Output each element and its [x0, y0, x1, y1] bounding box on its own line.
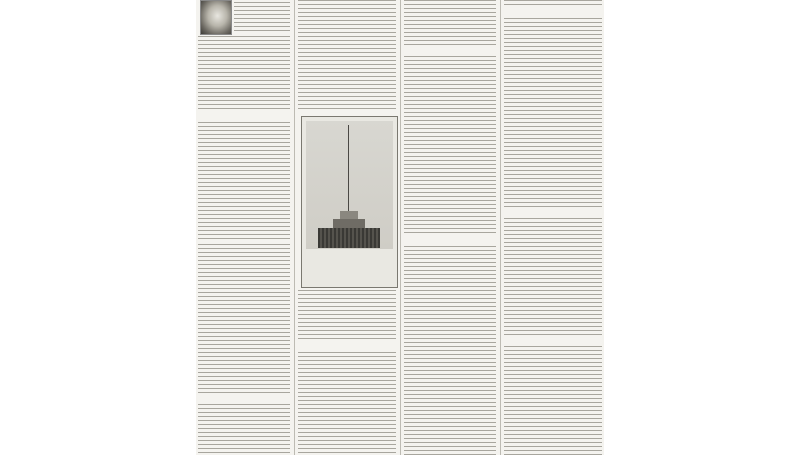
column-1 [196, 0, 292, 455]
text-block [404, 56, 496, 236]
structure-top [340, 211, 358, 219]
column-3 [402, 0, 498, 455]
structure-base [318, 228, 380, 248]
text-block [234, 2, 290, 34]
antenna-photo [301, 116, 398, 288]
text-block [504, 0, 602, 8]
section-heading [198, 396, 290, 403]
section-heading [404, 238, 496, 245]
text-block [198, 36, 290, 112]
text-block [504, 346, 602, 455]
text-block [298, 0, 396, 112]
section-heading [504, 210, 602, 217]
column-rule [500, 0, 501, 455]
newspaper-page [196, 0, 604, 455]
text-block [404, 246, 496, 455]
section-heading [404, 48, 496, 55]
structure-middle [333, 219, 365, 228]
section-heading [504, 10, 602, 17]
section-heading [298, 344, 396, 351]
antenna-mast [348, 125, 349, 211]
portrait-photo [200, 0, 232, 35]
column-rule [400, 0, 401, 455]
text-block [504, 18, 602, 208]
column-4 [502, 0, 604, 455]
column-rule [294, 0, 295, 455]
text-block [198, 244, 290, 394]
text-block [504, 218, 602, 336]
text-block [198, 122, 290, 242]
text-block [404, 0, 496, 46]
text-block [198, 404, 290, 455]
photo-caption [308, 255, 391, 281]
text-block [298, 290, 396, 342]
text-block [298, 352, 396, 455]
section-heading [198, 114, 290, 121]
section-heading [504, 338, 602, 345]
